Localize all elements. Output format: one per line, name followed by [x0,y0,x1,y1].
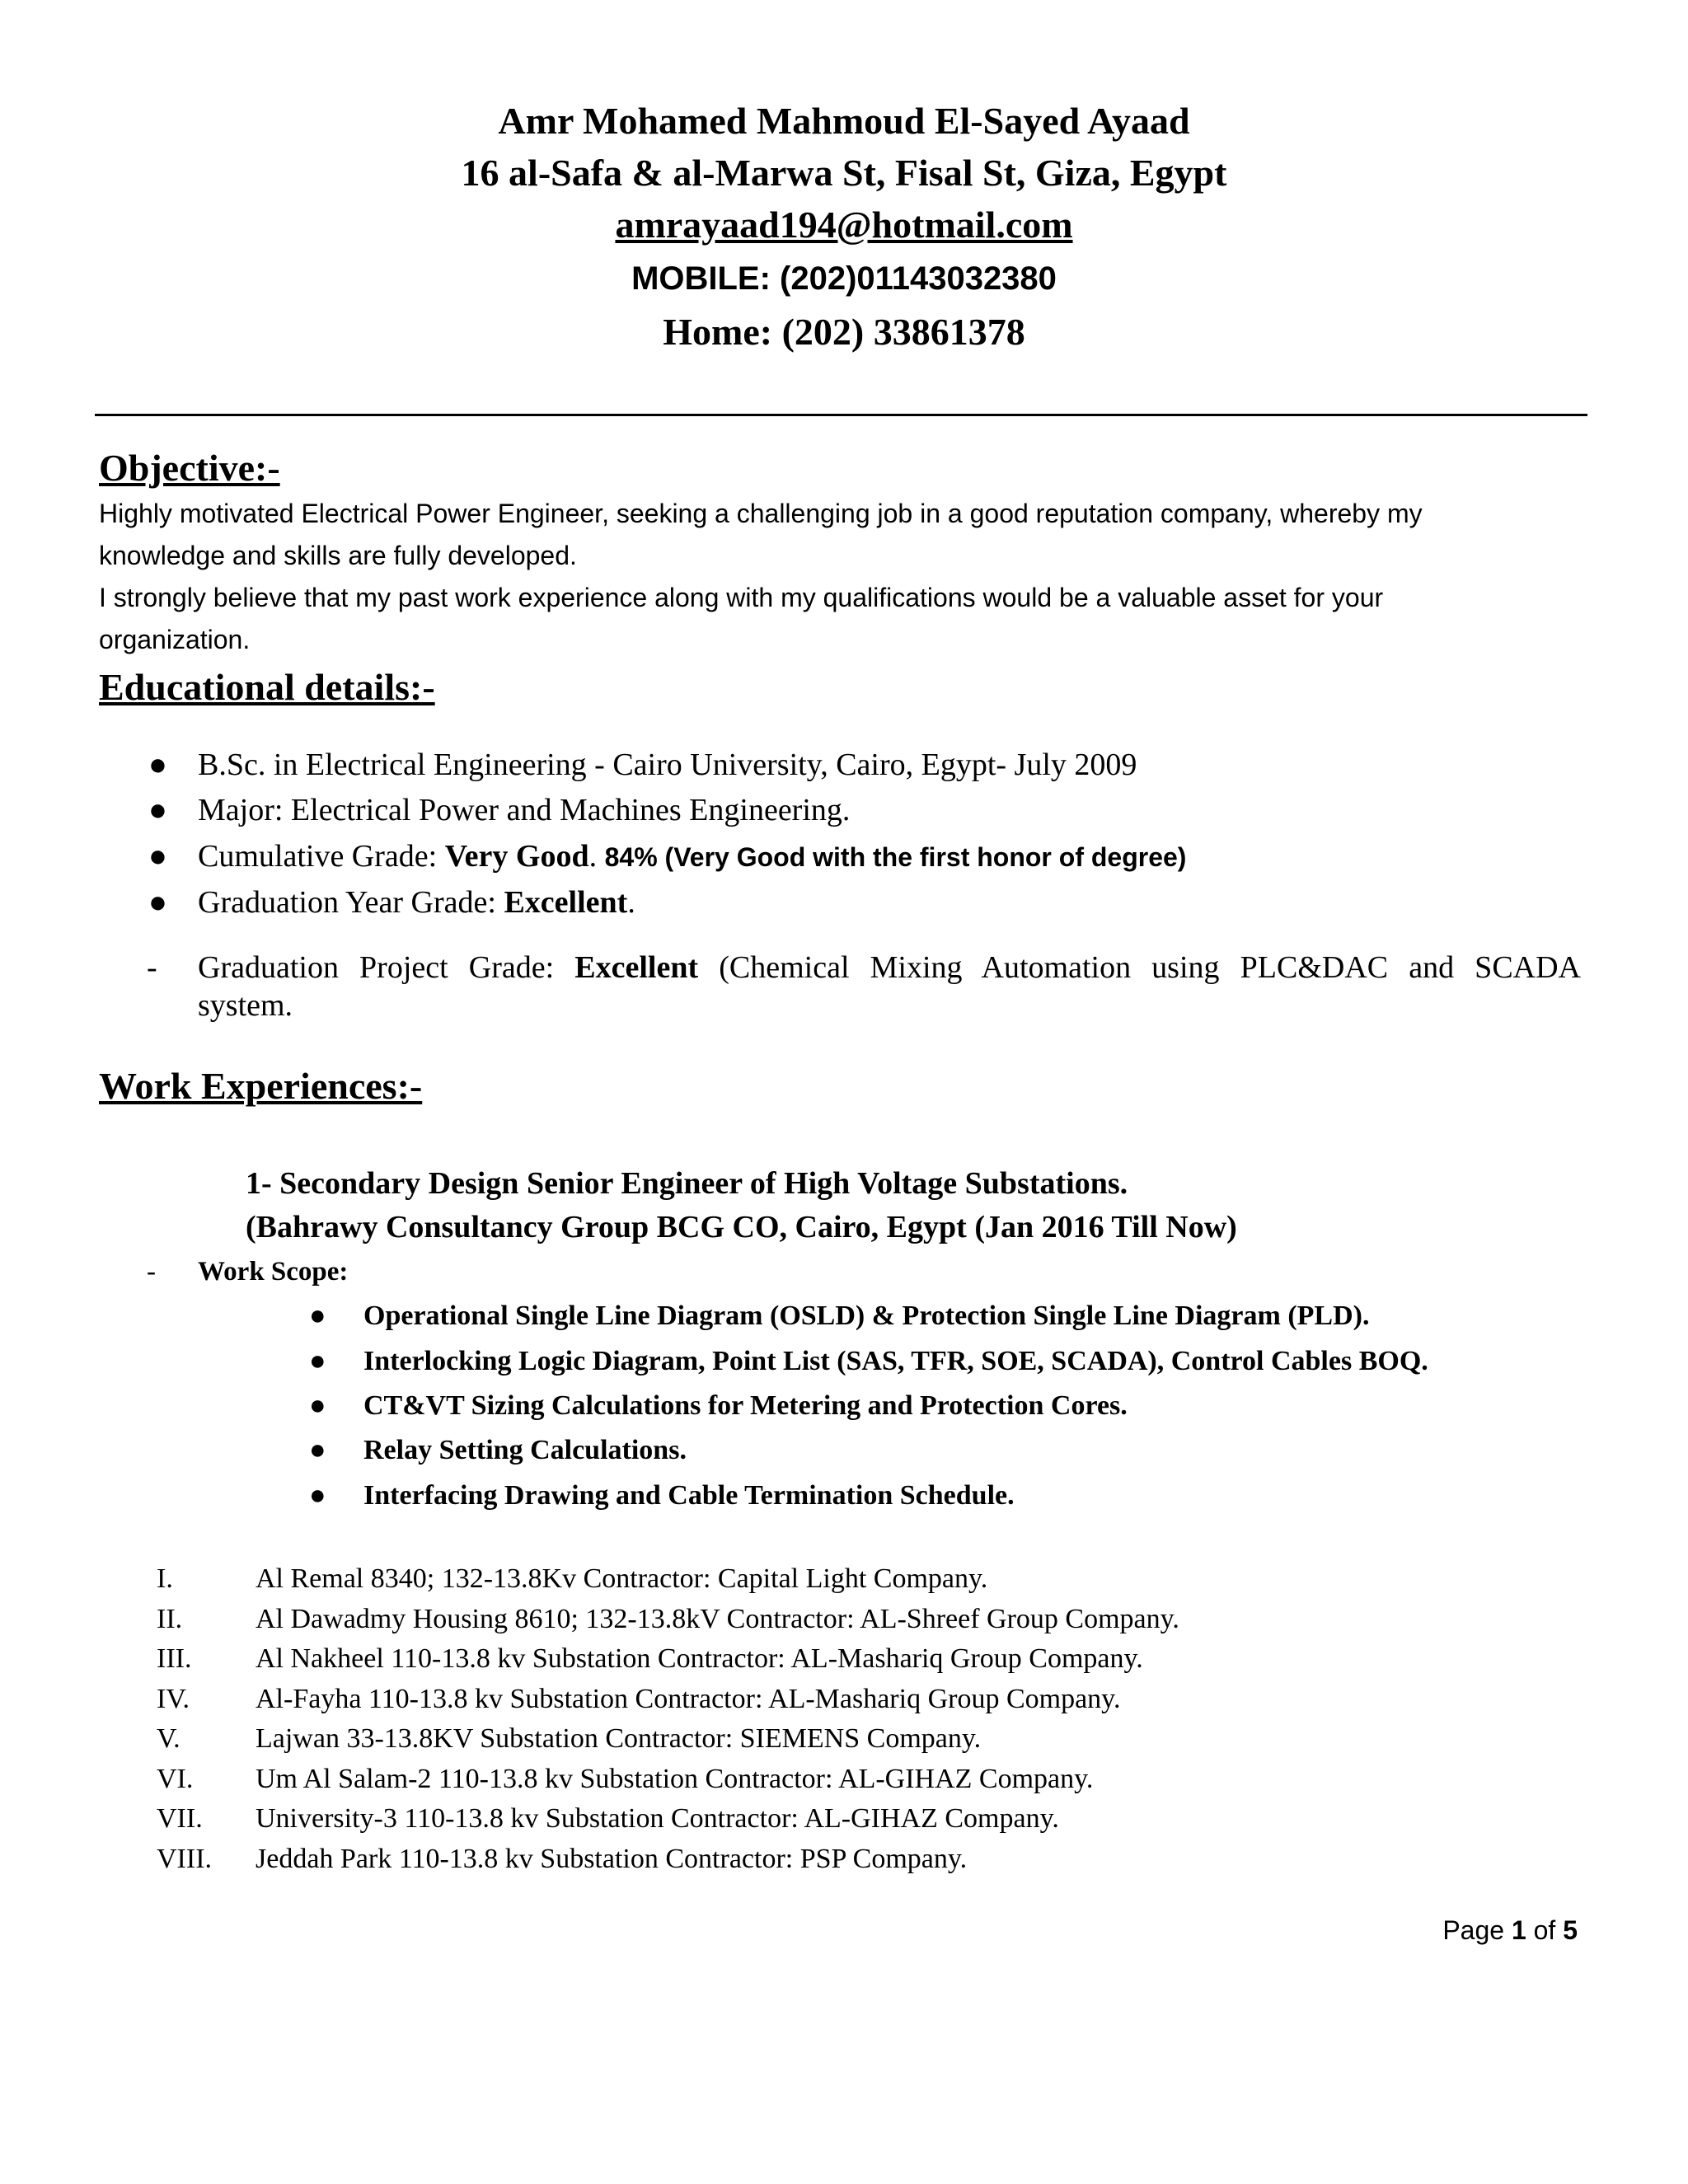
candidate-name: Amr Mohamed Mahmoud El-Sayed Ayaad [498,100,1190,142]
bullet-icon: ● [148,885,167,920]
email-link[interactable]: amrayaad194@hotmail.com [615,204,1073,246]
grade-percentage: 84% (Very Good with the first honor of degree) [604,842,1187,872]
page-number: Page 1 of 5 [1442,1915,1578,1945]
objective-line: knowledge and skills are fully developed. [99,541,577,570]
bullet-icon: ● [148,793,167,827]
home-phone: Home: (202) 33861378 [663,311,1025,353]
bullet-icon: ● [148,748,167,782]
mobile-phone: MOBILE: (202)01143032380 [631,260,1057,297]
bullet-icon: ● [309,1390,326,1421]
objective-paragraph [99,493,1582,661]
resume-page: Amr Mohamed Mahmoud El-Sayed Ayaad 16 al-Safa & al-Marwa St, Fisal St, Giza, Egypt amrayaad194@hotmail.com MOBILE: (202)01143032380 Home: (202) 33861378 Objective:- Highly motivated Electrical Power Engineer, seeking a challenging job in a good reputation company, whereby my knowledge and skills are fully developed. I strongly believe that my past work experience along with my qualifications would be a valuable asset for your organization. Educational details:- ● B.Sc. in Electrical Engineering - Cairo University, Cairo, Egypt- July 2009 ● Major: Electrical Power and Machines Engineering. ● Cumulative Grade: Very Good. 84% (Very Good with the first honor of degree) ● Graduation Year Grade: Excellent. - Graduation Project Grade: Excellent (Chemical Mixing Automation using PLC&DAC and SCADA system. Work Experiences:- 1- Secondary Design Senior Engineer of High Voltage Substations. (Bahrawy Consultancy Group BCG CO, Cairo, Egypt (Jan 2016 Till Now) - Work Scope: ● Operational Single Line Diagram (OSLD) & Protection Single Line Diagram (PLD). ● Interlocking Logic Diagram, Point List (SAS, TFR, SOE, SCADA), Control Cables BOQ. ● CT&VT Sizing Calculations for Metering and Protection Cores. ● Relay Setting Calculations. ● Interfacing Drawing and Cable Termination Schedule. I. Al Remal 8340; 132-13.8Kv Contractor: Capital Light Company. II. Al Dawadmy Housing 8610; 132-13.8kV Contractor: AL-Shreef Group Company. III. Al Nakheel 110-13.8 kv Substation Contractor: AL-Mashariq Group Company. IV. Al-Fayha 110-13.8 kv Substation Contractor: AL-Mashariq Group Company. V. Lajwan 33-13.8KV Substation Contractor: SIEMENS Company. VI. Um Al Salam-2 110-13.8 kv Substation Contractor: AL-GIHAZ Company. VII. University-3 110-13.8 kv Substation Contractor: AL-GIHAZ Company. VIII. Jeddah Park 110-13.8 kv Substation Contractor: PSP Company. Page 1 of 5 [0,0,1688,2184]
address: 16 al-Safa & al-Marwa St, Fisal St, Giza, Egypt [461,152,1227,194]
objective-title: Objective:- [99,447,280,489]
bullet-icon: ● [148,839,167,874]
objective-line: I strongly believe that my past work experience along with my qualifications would be a valuable asset for your [99,583,1384,612]
work-title: Work Experiences:- [99,1065,423,1107]
job-company: (Bahrawy Consultancy Group BCG CO, Cairo, Egypt (Jan 2016 Till Now) [246,1210,1237,1244]
bullet-icon: ● [309,1301,326,1331]
objective-line: organization. [99,625,251,654]
bullet-icon: ● [309,1480,326,1511]
header-divider [95,414,1587,416]
job-title: 1- Secondary Design Senior Engineer of High Voltage Substations. [246,1166,1128,1201]
email-line [0,202,1688,248]
education-title: Educational details:- [99,666,435,708]
bullet-icon: ● [309,1346,326,1376]
bullet-icon: ● [309,1435,326,1465]
objective-line: Highly motivated Electrical Power Engineer, seeking a challenging job in a good reputation company, whereby my [99,499,1423,528]
